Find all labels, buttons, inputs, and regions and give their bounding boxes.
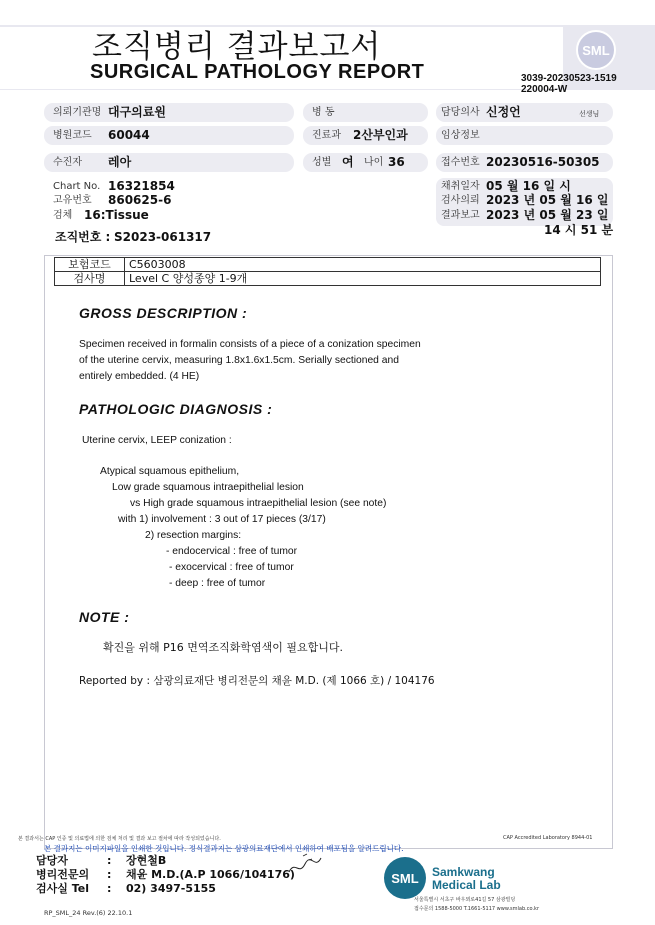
lab-address: 서울특별시 서초구 바우뫼로41길 57 삼광빌딩 [414, 897, 516, 903]
sml-logo: SML [576, 30, 616, 70]
test-name-value: Level C 양성종양 1-9개 [125, 272, 601, 286]
dept-label: 진료과 [312, 130, 341, 141]
patient-header [0, 92, 655, 252]
sex-label: 성별 [312, 157, 332, 168]
diagnosis-line-8: - deep : free of tumor [169, 578, 266, 589]
doctor-label: 담당의사 [441, 107, 480, 118]
diagnosis-line-7: - exocervical : free of tumor [169, 562, 294, 573]
code-value: 60044 [108, 128, 150, 142]
lab-name [432, 866, 501, 892]
lab-name-line2: Medical Lab [432, 878, 501, 892]
patient-value: 레아 [108, 155, 132, 169]
diagnosis-line-6: - endocervical : free of tumor [166, 546, 298, 557]
request-number-line2: 220004-W [521, 84, 568, 95]
diagnosis-line-2: Low grade squamous intraepithelial lesion [112, 482, 304, 493]
pathologist-value: 채윤 M.D.(A.P 1066/104176) [126, 868, 295, 881]
insurance-code-label: 보험코드 [55, 258, 125, 272]
tel-label: 검사실 Tel [36, 882, 89, 895]
specimen-label: 검체 [53, 210, 73, 221]
id-value: 860625-6 [108, 193, 172, 207]
test-name-label: 검사명 [55, 272, 125, 286]
staff-colon: : [107, 854, 112, 867]
diagnosis-site: Uterine cervix, LEEP conization : [82, 435, 232, 446]
patient-label: 수진자 [53, 157, 82, 168]
age-value: 36 [388, 155, 405, 169]
clinical-label: 임상정보 [441, 130, 480, 141]
report-label: 결과보고 [441, 210, 480, 221]
tel-value: 02) 3497-5155 [126, 882, 216, 895]
ward-label: 병 동 [312, 107, 335, 118]
insurance-code-value: C5603008 [125, 258, 601, 272]
samkwang-logo: SML [384, 857, 426, 899]
report-title-korean: 조직병리 결과보고서 [92, 29, 382, 65]
request-label: 검사의뢰 [441, 195, 480, 206]
id-label: 고유번호 [53, 195, 92, 206]
doctor-suffix: 선생님 [579, 110, 600, 118]
request-value: 2023 년 05 월 16 일 [486, 193, 609, 207]
form-code: RP_SML_24 Rev.(6) 22.10.1 [44, 909, 133, 917]
diagnosis-line-1: Atypical squamous epithelium, [100, 466, 240, 477]
doctor-value: 신정언 [486, 105, 521, 119]
path-no-label: 조직번호 : [55, 230, 111, 244]
note-heading: NOTE : [79, 609, 130, 625]
tel-colon: : [107, 882, 112, 895]
note-text: 확진을 위해 P16 면역조직화학염색이 필요합니다. [103, 641, 344, 654]
gross-line-1: Specimen received in formalin consists of a piece of a conization specimen [79, 339, 421, 350]
path-no-value: S2023-061317 [114, 230, 212, 244]
chart-label: Chart No. [53, 181, 101, 192]
diagnosis-heading: PATHOLOGIC DIAGNOSIS : [79, 401, 273, 417]
collect-label: 채취일자 [441, 181, 480, 192]
gross-line-2: of the uterine cervix, measuring 1.8x1.6x1.5cm. Serially sectioned and [79, 355, 399, 366]
age-label: 나이 [364, 157, 384, 168]
pathologist-label: 병리전문의 [36, 868, 90, 881]
insurance-row-code [55, 258, 601, 272]
diagnosis-line-4: with 1) involvement : 3 out of 17 pieces (3/17) [118, 514, 326, 525]
hospital-label: 의뢰기관명 [53, 107, 102, 118]
accession-label: 접수번호 [441, 157, 480, 168]
diagnosis-line-3: vs High grade squamous intraepithelial lesion (see note) [130, 498, 387, 509]
gross-heading: GROSS DESCRIPTION : [79, 305, 248, 321]
staff-label: 담당자 [36, 854, 68, 867]
dept-value: 2산부인과 [353, 128, 408, 142]
pathologist-colon: : [107, 868, 112, 881]
sex-value: 여 [342, 155, 354, 169]
staff-value: 장현철B [126, 854, 167, 867]
request-number-line1: 3039-20230523-1519 [521, 73, 617, 84]
diagnosis-line-5: 2) resection margins: [145, 530, 242, 541]
insurance-table [54, 257, 601, 286]
image-notice: 본 결과지는 이미지파일을 인쇄한 것입니다. 정식결과지는 삼광의료재단에서 인쇄하여 배포됨을 알려드립니다. [44, 844, 404, 853]
reported-by: Reported by : 삼광의료재단 병리전문의 채윤 M.D. (제 1066 호) / 104176 [79, 675, 435, 687]
lab-name-line1: Samkwang [432, 865, 495, 879]
report-time: 14 시 51 분 [544, 223, 614, 237]
chart-value: 16321854 [108, 179, 175, 193]
gross-line-3: entirely embedded. (4 HE) [79, 371, 200, 382]
code-label: 병원코드 [53, 130, 92, 141]
specimen-value: 16:Tissue [84, 208, 149, 222]
collect-value: 05 월 16 일 시 [486, 179, 571, 193]
pathologist-signature [285, 850, 325, 880]
footer-fine-print: 본 결과서는 CAP 인증 및 의료법에 의한 검체 처리 및 결과 보고 절차에 따라 작성되었습니다. [18, 836, 221, 842]
report-value: 2023 년 05 월 23 일 [486, 208, 609, 222]
cap-accreditation: CAP Accredited Laboratory 8944-01 [503, 835, 593, 841]
lab-contact: 접수문의 1588-5000 T.1661-5117 www.smlab.co.kr [414, 906, 539, 912]
insurance-row-test [55, 272, 601, 286]
hospital-value: 대구의료원 [108, 105, 166, 119]
report-title-english: SURGICAL PATHOLOGY REPORT [90, 61, 425, 83]
accession-value: 20230516-50305 [486, 155, 600, 169]
